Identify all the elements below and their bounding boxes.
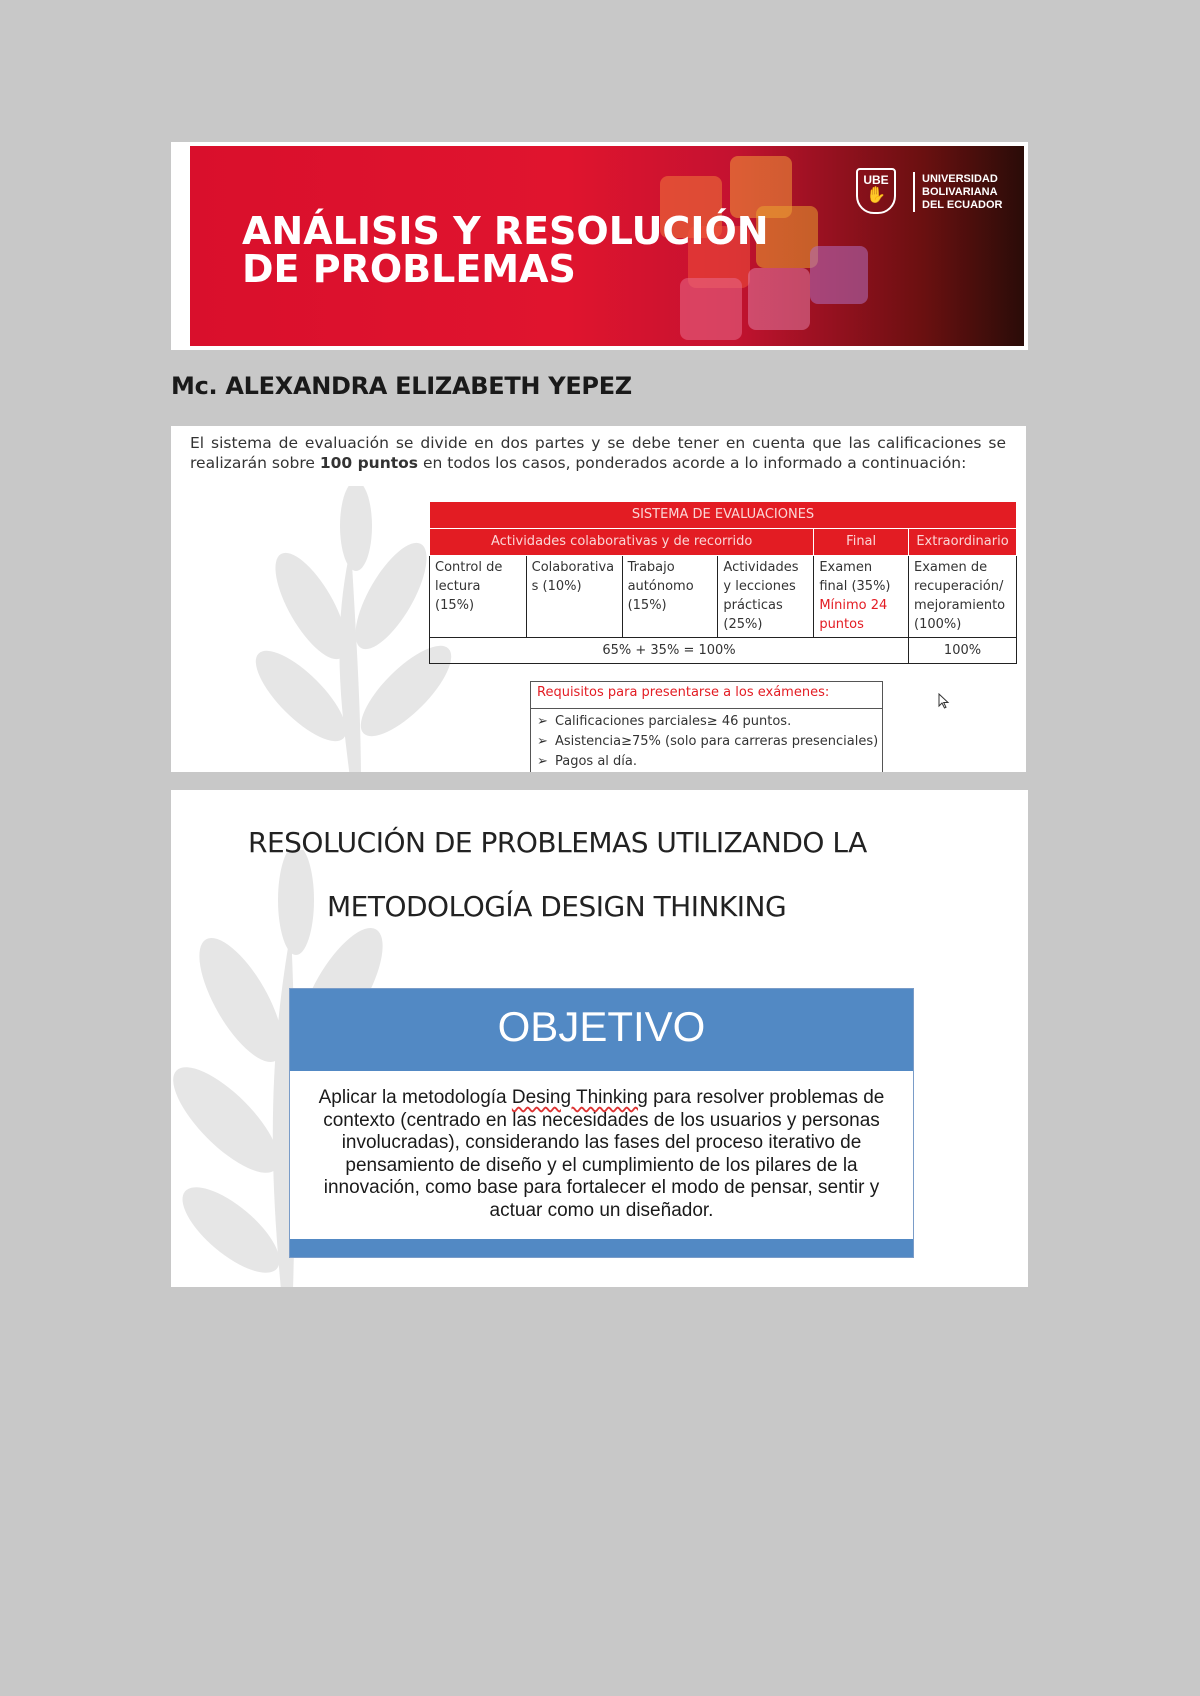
list-item <box>537 732 882 752</box>
design-thinking-slide <box>171 790 1028 1287</box>
banner-title-line-2: DE PROBLEMAS <box>242 247 576 291</box>
list-item <box>537 712 882 732</box>
objective-footer-bar <box>290 1239 913 1257</box>
intro-text: El sistema de evaluación se divide en dos partes y se debe tener en cuenta que las calificaciones se realizarán sobre <box>190 434 1006 472</box>
requirements-box <box>530 681 883 772</box>
requirement-text: Calificaciones parciales≥ 46 puntos. <box>555 714 792 729</box>
requirements-list <box>531 709 882 772</box>
evaluation-slide <box>171 426 1026 772</box>
objective-text <box>290 1071 913 1222</box>
evaluation-table <box>429 501 1017 664</box>
university-name <box>922 173 1002 212</box>
university-line-1: UNIVERSIDAD <box>922 173 998 185</box>
evaluation-intro <box>190 433 1006 473</box>
course-banner <box>190 146 1024 346</box>
group-final: Final <box>814 529 909 556</box>
table-cell: Actividades y lecciones prácticas (25%) <box>718 556 814 638</box>
objective-misspelled-term: Desing Thinking <box>511 1087 648 1108</box>
total-formula: 65% + 35% = 100% <box>430 638 909 664</box>
arrow-bullet-icon: ➢ <box>537 734 548 749</box>
total-extra: 100% <box>909 638 1017 664</box>
arrow-bullet-icon: ➢ <box>537 754 548 769</box>
logo-text: UBE <box>863 173 889 187</box>
author-name: Mc. ALEXANDRA ELIZABETH YEPEZ <box>171 372 632 400</box>
ube-shield-logo <box>856 168 896 214</box>
objective-title: OBJETIVO <box>290 989 913 1071</box>
cube-decoration <box>810 246 868 304</box>
hand-icon: ✋ <box>866 187 886 204</box>
banner-title <box>242 209 769 291</box>
objective-box <box>289 988 914 1258</box>
arrow-bullet-icon: ➢ <box>537 714 548 729</box>
extra-exam-cell: Examen de recuperación/ mejoramiento (100%) <box>909 556 1017 638</box>
table-cell: Colaborativa s (10%) <box>526 556 622 638</box>
objective-text-start: Aplicar la metodología <box>318 1087 512 1108</box>
list-item <box>537 752 882 772</box>
table-title: SISTEMA DE EVALUACIONES <box>430 502 1017 529</box>
group-activities: Actividades colaborativas y de recorrido <box>430 529 814 556</box>
requirement-text: Asistencia≥75% (solo para carreras presenciales) <box>555 734 879 749</box>
mouse-cursor-icon <box>938 693 950 709</box>
requirement-text: Pagos al día. <box>555 754 638 769</box>
slide-heading-line-1: RESOLUCIÓN DE PROBLEMAS UTILIZANDO LA <box>248 826 867 859</box>
intro-bold: 100 puntos <box>319 454 419 472</box>
table-title-row <box>430 502 1017 529</box>
minimum-score: Mínimo 24 puntos <box>819 598 888 632</box>
university-line-2: BOLIVARIANA <box>922 186 998 198</box>
table-row <box>430 556 1017 638</box>
final-exam-cell <box>814 556 909 638</box>
table-cell: Trabajo autónomo (15%) <box>622 556 718 638</box>
group-extra: Extraordinario <box>909 529 1017 556</box>
slide-heading-line-2: METODOLOGÍA DESIGN THINKING <box>327 890 787 923</box>
banner-title-line-1: ANÁLISIS Y RESOLUCIÓN <box>242 209 769 253</box>
table-total-row <box>430 638 1017 664</box>
university-line-3: DEL ECUADOR <box>922 199 1003 211</box>
objective-text-end: para resolver problemas de contexto (centrado en las necesidades de los usuarios y personas involucradas), considerando las fases del proceso iterativo de pensamiento de diseño y el cumplimiento de los pilares de la innovación, como base para fortalecer el modo de pensar, sentir y actuar como un diseñador. <box>323 1087 885 1221</box>
requirements-title: Requisitos para presentarse a los exámenes: <box>531 682 882 709</box>
table-cell: Control de lectura (15%) <box>430 556 527 638</box>
final-exam-text: Examen final (35%) <box>819 560 891 594</box>
table-group-row <box>430 529 1017 556</box>
logo-divider <box>913 172 915 212</box>
intro-text-end: en todos los casos, ponderados acorde a lo informado a continuación: <box>418 454 967 472</box>
